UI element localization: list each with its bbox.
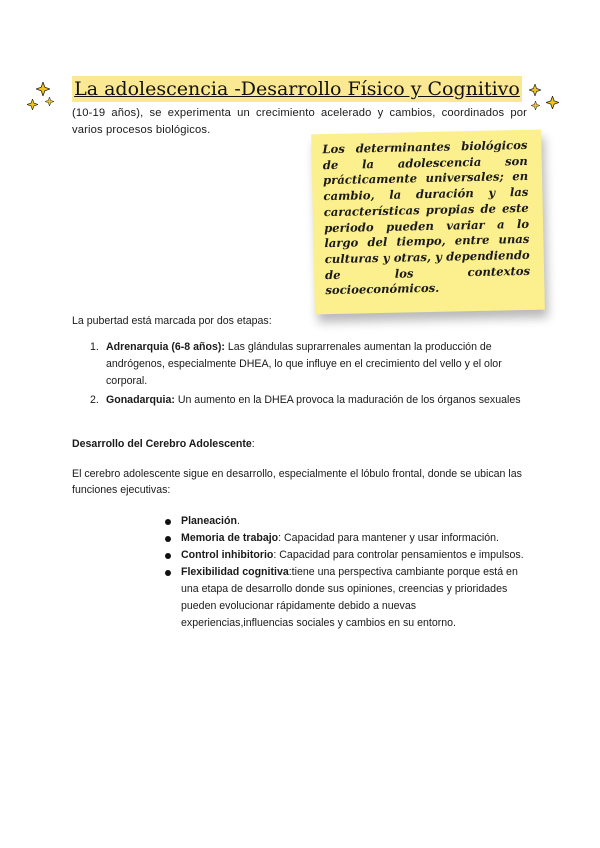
brain-heading: Desarrollo del Cerebro Adolescente [72,438,252,450]
function-text: : Capacidad para controlar pensamientos e impulsos. [273,549,524,561]
stage-text: Las glándulas suprarrenales aumentan la producción de andrógenos, especialmente DHEA, lo que influye en el crecimiento del vello y el olor corporal. [106,341,502,387]
list-item [72,339,522,390]
bullet-icon [165,553,171,559]
list-number: 2. [90,394,99,406]
sparkle-icon [45,97,54,106]
stage-text: Un aumento en la DHEA provoca la maduración de los órganos sexuales [174,394,521,406]
function-text: :tiene una perspectiva cambiante porque está en una etapa de desarrollo donde sus opiniones, creencias y prioridades pueden evolucionar rápidamente debido a nuevas experiencias,influencias sociales y cambios en su entorno. [181,566,518,629]
stages-list [72,339,522,411]
bullet-icon [165,536,171,542]
function-term: Planeación [181,515,237,527]
function-term: Flexibilidad cognitiva [181,566,289,578]
list-item [72,392,522,409]
function-text: : Capacidad para mantener y usar información. [278,532,499,544]
list-item [162,564,527,632]
function-text: . [236,515,240,527]
sparkle-icon [531,101,540,110]
puberty-intro: La pubertad está marcada por dos etapas: [72,315,272,327]
list-item [162,513,527,530]
list-item [162,530,527,547]
bullet-icon [165,519,171,525]
sparkle-icon [27,99,38,110]
intro-paragraph: (10-19 años), se experimenta un crecimiento acelerado y cambios, coordinados por varios procesos biológicos. [72,107,527,136]
sparkle-icon [546,96,559,109]
sparkle-icon [36,82,50,96]
sticky-note-text: Los determinantes biológicos de la adolescencia son prácticamente universales; en cambio, la duración y las características propias de este periodo pueden variar a lo largo del tiempo, entre unas culturas y otras, y dependiendo de los contextos socioeconómicos. [322,137,531,298]
function-term: Memoria de trabajo [181,532,279,544]
stage-term: Adrenarquia (6-8 años): [106,341,225,353]
section-heading [72,436,255,452]
sparkle-icon [529,84,541,96]
brain-paragraph: El cerebro adolescente sigue en desarrollo, especialmente el lóbulo frontal, donde se ubican las funciones ejecutivas: [72,468,522,496]
stage-term: Gonadarquia: [106,394,175,406]
function-term: Control inhibitorio [181,549,274,561]
list-number: 1. [90,341,99,353]
bullet-icon [165,570,171,576]
sticky-note [311,130,545,315]
list-item [162,547,527,564]
page-title: La adolescencia -Desarrollo Físico y Cognitivo [72,76,522,102]
functions-list [162,513,527,632]
brain-heading-suffix: : [251,438,255,450]
